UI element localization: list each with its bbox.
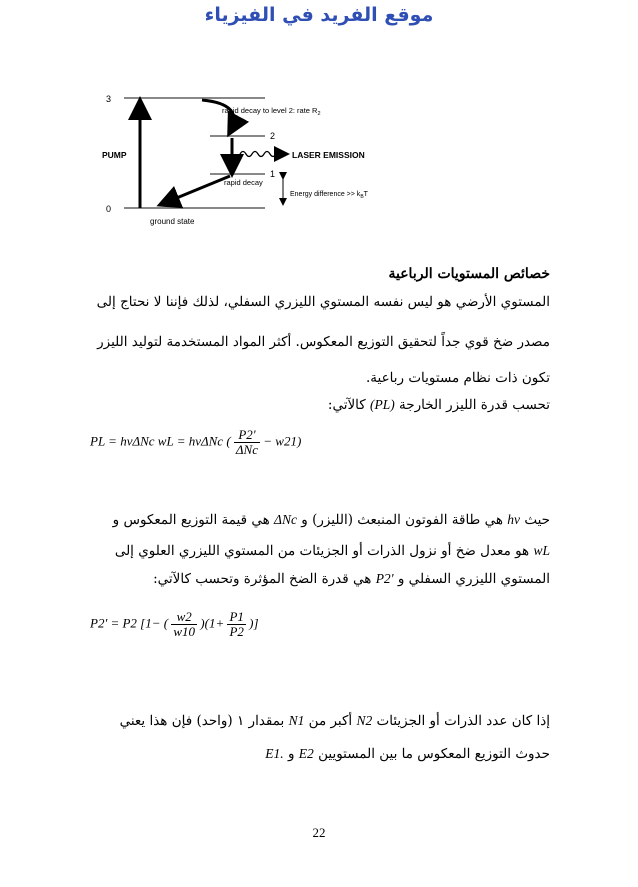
four-level-laser-diagram	[90, 86, 390, 236]
decay-to-2-label: rapid decay to level 2: rate R	[222, 106, 318, 115]
eq2-num2: P1	[229, 609, 244, 624]
eq1-numerator: P2'	[234, 428, 260, 443]
p4-a: حدوث التوزيع المعكوس ما بين المستويين	[318, 746, 550, 762]
p2-prime-symbol: P2'	[375, 571, 394, 586]
hv-symbol: hν	[507, 512, 521, 527]
delta-nc-symbol: ΔNc	[274, 512, 297, 527]
eq2-num1: w2	[171, 610, 197, 625]
decay-to-2-arrow	[202, 100, 234, 132]
eq2-fraction-2	[227, 610, 245, 639]
p4-and: و	[287, 746, 295, 762]
eq2-mid: )(1+	[200, 615, 225, 631]
output-power-intro-prefix: تحسب قدرة الليزر الخارجة	[399, 397, 550, 413]
section-heading: خصائص المستويات الرباعية	[388, 266, 550, 282]
def1-c: هي قيمة التوزيع المعكوس و	[112, 512, 270, 528]
eq2-fraction-1	[171, 610, 197, 639]
rapid-decay-label: rapid decay	[224, 178, 263, 187]
laser-emission-label: LASER EMISSION	[292, 150, 365, 160]
def1-b: هي طاقة الفوتون المنبعث (الليزر) و	[301, 512, 503, 528]
ground-state-label: ground state	[150, 217, 195, 226]
energy-t: T	[363, 191, 368, 198]
energy-difference-label: Energy difference >> k	[290, 191, 361, 198]
site-header-title: موقع الفريد في الفيزياء	[204, 4, 434, 26]
level-0-label: 0	[106, 204, 112, 214]
paragraph-inversion	[265, 746, 550, 762]
e2-symbol: E2	[298, 746, 314, 761]
def2-b: هو معدل ضخ أو نزول الذرات أو الجزيئات من المستوي الليزري العلوي إلى	[114, 543, 530, 559]
eq2-den1: w10	[173, 624, 196, 639]
wl-symbol: wL	[533, 543, 550, 558]
output-power-intro	[328, 397, 550, 413]
eq1-left: PL = hνΔNc wL = hνΔNc (	[90, 433, 231, 449]
equation-effective-pump	[90, 610, 259, 639]
equation-output-power	[90, 428, 301, 457]
definition-line-2	[115, 543, 550, 559]
pump-label: PUMP	[102, 150, 127, 160]
n2-symbol: N2	[356, 713, 373, 728]
definition-line-1	[113, 512, 550, 528]
svg-text:Energy difference >> kBT	[290, 191, 369, 200]
def1-a: حيث	[524, 512, 550, 528]
eq2-den2: P2	[229, 624, 244, 639]
paragraph-population	[120, 713, 550, 729]
n1-symbol: N1	[288, 713, 305, 728]
output-power-intro-suffix: كالآتي:	[327, 397, 366, 413]
def3-a: المستوي الليزري السفلي و	[397, 571, 550, 587]
eq2-right: )]	[249, 615, 259, 631]
paragraph-line-3: تكون ذات نظام مستويات رباعية.	[366, 370, 550, 386]
p3-c: بمقدار ١ (واحد) فإن هذا يعني	[119, 713, 285, 729]
paragraph-line-1: المستوي الأرضي هو ليس نفسه المستوي الليزري السفلي، لذلك فإننا لا نحتاج إلى	[96, 294, 550, 310]
pl-symbol: (PL)	[370, 397, 395, 412]
svg-text:rapid decay to level 2: rate R	[222, 106, 321, 117]
paragraph-line-2: مصدر ضخ قوي جداً لتحقيق التوزيع المعكوس. أكثر المواد المستخدمة لتوليد الليزر	[97, 334, 550, 350]
level-2-label: 2	[270, 131, 276, 141]
eq1-right: − w21)	[263, 433, 302, 449]
p3-b: أكبر من	[308, 713, 353, 729]
decay-rate-sub: 2	[317, 111, 321, 117]
def3-b: هي قدرة الضخ المؤثرة وتحسب كالآتي:	[153, 571, 372, 587]
eq1-fraction	[234, 428, 260, 457]
photon-wave	[240, 152, 276, 157]
level-1-label: 1	[270, 169, 276, 179]
level-3-label: 3	[106, 94, 112, 104]
definition-line-3	[153, 571, 550, 587]
eq2-left: P2' = P2 [1− (	[90, 615, 169, 631]
e1-symbol: E1.	[265, 746, 284, 761]
page-number: 22	[312, 825, 326, 840]
decay-to-ground-arrow	[162, 176, 230, 204]
eq1-denominator: ΔNc	[235, 442, 258, 457]
energy-sub-b: B	[360, 194, 364, 200]
p3-a: إذا كان عدد الذرات أو الجزيئات	[376, 713, 550, 729]
